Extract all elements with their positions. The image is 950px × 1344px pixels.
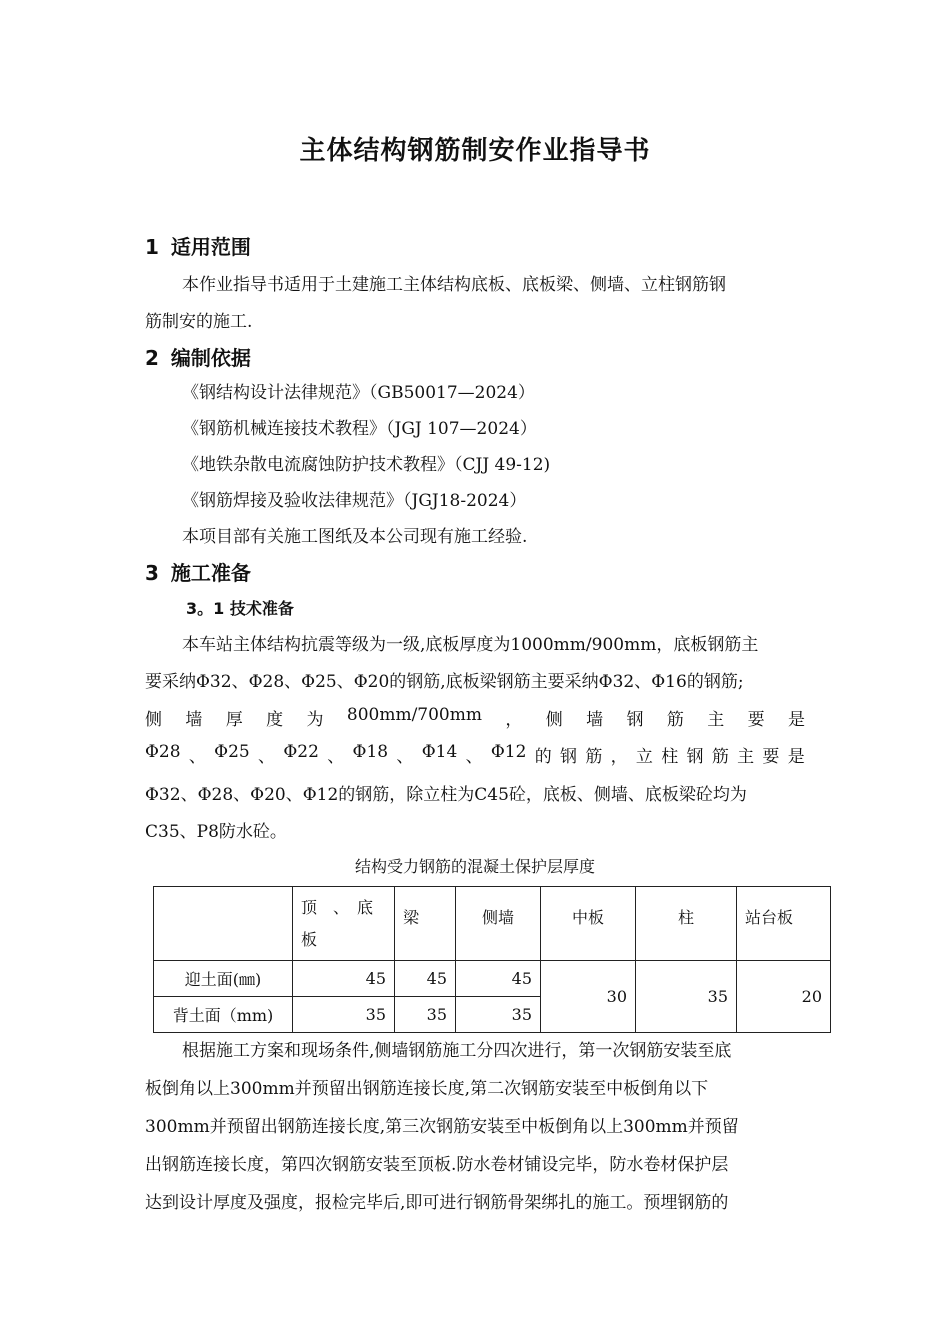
justified-token: Φ22 (283, 742, 319, 762)
table-cell-merged: 35 (636, 961, 737, 1033)
section-2-heading (145, 342, 251, 371)
header-text: 板 (301, 929, 318, 949)
reference-item: 本项目部有关施工图纸及本公司现有施工经验. (182, 527, 528, 547)
justified-token: 800mm/700mm (346, 705, 482, 725)
paragraph-line: 筋制安的施工. (145, 312, 253, 332)
paragraph-line: C35、P8防水砼。 (145, 822, 287, 842)
justified-token: 要 (762, 747, 780, 767)
table-header-row (154, 887, 831, 961)
justified-token: 主 (707, 710, 725, 730)
section-3-heading (145, 557, 251, 586)
justified-token: Φ28 (145, 742, 181, 762)
paragraph-line: 板倒角以上300mm并预留出钢筋连接长度,第二次钢筋安装至中板倒角以下 (145, 1079, 709, 1099)
justified-token: 厚 (225, 710, 243, 730)
justified-token: Φ14 (421, 742, 458, 762)
justified-token: 侧 (145, 710, 162, 730)
justified-token: ， (610, 747, 628, 767)
paragraph-line-justified (145, 705, 805, 730)
justified-token: 、 (188, 747, 206, 767)
justified-token: 是 (787, 710, 805, 730)
justified-token: 主 (737, 747, 755, 767)
justified-token: 钢 (560, 747, 578, 767)
header-cell: 梁 (395, 887, 456, 961)
paragraph-line: 出钢筋连接长度，第四次钢筋安装至顶板.防水卷材铺设完毕，防水卷材保护层 (145, 1155, 729, 1175)
page-title: 主体结构钢筋制安作业指导书 (299, 136, 651, 166)
row-label: 迎土面(㎜) (154, 961, 293, 997)
paragraph-line-justified (145, 742, 805, 767)
justified-token: 墙 (586, 710, 604, 730)
table-cell-merged: 20 (737, 961, 831, 1033)
justified-token: 筋 (711, 747, 729, 767)
table-cell: 35 (395, 997, 456, 1033)
table-cell: 35 (293, 997, 395, 1033)
justified-token: Φ25 (214, 742, 250, 762)
section-title: 施工准备 (170, 561, 251, 585)
justified-token: 柱 (661, 747, 679, 767)
paragraph-line: Φ32、Φ28、Φ20、Φ12的钢筋，除立柱为C45砼，底板、侧墙、底板梁砼均为 (145, 785, 747, 805)
section-title: 适用范围 (170, 235, 251, 259)
justified-token: ， (505, 710, 523, 730)
paragraph-line: 达到设计厚度及强度，报检完毕后,即可进行钢筋骨架绑扎的施工。预埋钢筋的 (145, 1193, 729, 1213)
paragraph-line: 300mm并预留出钢筋连接长度,第三次钢筋安装至中板倒角以上300mm并预留 (145, 1117, 739, 1137)
justified-token: 是 (787, 747, 805, 767)
justified-token: 、 (396, 747, 414, 767)
paragraph-line: 要采纳Φ32、Φ28、Φ25、Φ20的钢筋,底板梁钢筋主要采纳Φ32、Φ16的钢筋; (145, 672, 744, 692)
row-label: 背土面（mm) (154, 997, 293, 1033)
justified-token: 、 (258, 747, 276, 767)
section-number: 3 (145, 561, 159, 585)
justified-token: 要 (747, 710, 765, 730)
table-row (154, 961, 831, 997)
header-cell (293, 887, 395, 961)
justified-token: 立 (635, 747, 653, 767)
justified-token: 侧 (545, 710, 563, 730)
justified-token: 钢 (686, 747, 704, 767)
justified-token: 筋 (585, 747, 603, 767)
table-cell: 35 (456, 997, 541, 1033)
justified-token: 、 (465, 747, 483, 767)
reference-item: 《地铁杂散电流腐蚀防护技术教程》（CJJ 49-12) (182, 455, 551, 475)
header-cell: 站台板 (737, 887, 831, 961)
reference-item: 《钢筋焊接及验收法律规范》（JGJ18-2024） (182, 491, 527, 511)
paragraph-line: 本车站主体结构抗震等级为一级,底板厚度为1000mm/900mm，底板钢筋主 (182, 635, 759, 655)
justified-token: 度 (266, 710, 284, 730)
section-title: 编制依据 (170, 346, 251, 370)
section-1-heading (145, 231, 251, 260)
justified-token: 钢 (626, 710, 644, 730)
justified-token: 墙 (185, 710, 203, 730)
table-cell-merged: 30 (541, 961, 636, 1033)
justified-token: 筋 (666, 710, 684, 730)
table-cell: 45 (395, 961, 456, 997)
section-number: 1 (145, 235, 159, 259)
cover-thickness-table (153, 886, 831, 1033)
header-text: 顶 、 底 (301, 897, 374, 917)
reference-item: 《钢结构设计法律规范》（GB50017—2024） (182, 383, 535, 403)
justified-token: 、 (327, 747, 345, 767)
paragraph-line: 根据施工方案和现场条件,侧墙钢筋施工分四次进行，第一次钢筋安装至底 (182, 1041, 732, 1061)
paragraph-line: 本作业指导书适用于土建施工主体结构底板、底板梁、侧墙、立柱钢筋钢 (182, 275, 726, 295)
table-cell: 45 (293, 961, 395, 997)
reference-item: 《钢筋机械连接技术教程》（JGJ 107—2024） (182, 419, 537, 439)
header-cell-empty (154, 887, 293, 961)
justified-token: 的 (534, 747, 552, 767)
section-number: 2 (145, 346, 159, 370)
justified-token: 为 (306, 710, 324, 730)
justified-token: Φ18 (352, 742, 389, 762)
header-cell: 中板 (541, 887, 636, 961)
subsection-heading: 3。1 技术准备 (186, 599, 294, 618)
table-cell: 45 (456, 961, 541, 997)
header-cell: 柱 (636, 887, 737, 961)
table-caption: 结构受力钢筋的混凝土保护层厚度 (354, 857, 595, 876)
justified-token: Φ12 (490, 742, 527, 762)
header-cell: 侧墙 (456, 887, 541, 961)
